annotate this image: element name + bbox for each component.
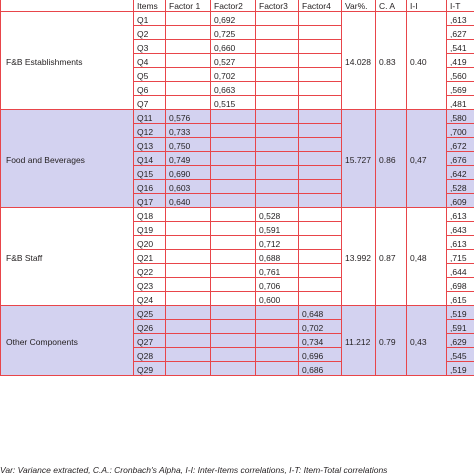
factor1-cell	[166, 362, 211, 376]
item-total-cell: ,627	[447, 26, 474, 40]
factor2-cell	[211, 208, 256, 222]
factor1-cell	[166, 68, 211, 82]
factor4-cell	[299, 124, 342, 138]
header-factor4: Factor4	[299, 0, 342, 12]
table-row	[1, 306, 474, 320]
var-cell: 14.028	[342, 12, 376, 110]
factor2-cell	[211, 166, 256, 180]
factor3-cell: 0,761	[256, 264, 299, 278]
factor4-cell	[299, 138, 342, 152]
factor1-cell	[166, 320, 211, 334]
factor4-cell	[299, 68, 342, 82]
factor2-cell	[211, 124, 256, 138]
item-cell: Q6	[134, 82, 166, 96]
item-cell: Q1	[134, 12, 166, 26]
factor1-cell	[166, 96, 211, 110]
factor2-cell	[211, 180, 256, 194]
factor4-cell	[299, 166, 342, 180]
item-total-cell: ,672	[447, 138, 474, 152]
ca-cell: 0.79	[376, 306, 407, 376]
factor3-cell: 0,528	[256, 208, 299, 222]
factor4-cell	[299, 236, 342, 250]
factor1-cell: 0,640	[166, 194, 211, 208]
header-it: I-T	[447, 0, 474, 12]
item-total-cell: ,541	[447, 40, 474, 54]
item-total-cell: ,698	[447, 278, 474, 292]
factor2-cell	[211, 264, 256, 278]
item-total-cell: ,613	[447, 208, 474, 222]
item-cell: Q4	[134, 54, 166, 68]
item-total-cell: ,615	[447, 292, 474, 306]
factor1-cell: 0,690	[166, 166, 211, 180]
factor2-cell	[211, 152, 256, 166]
ii-cell: 0,43	[407, 306, 447, 376]
factor3-cell	[256, 194, 299, 208]
ca-cell: 0.83	[376, 12, 407, 110]
factor4-cell	[299, 222, 342, 236]
factor1-cell	[166, 40, 211, 54]
item-cell: Q3	[134, 40, 166, 54]
factor3-cell: 0,712	[256, 236, 299, 250]
header-var: Var%.	[342, 0, 376, 12]
factor2-cell	[211, 110, 256, 124]
item-total-cell: ,591	[447, 320, 474, 334]
factor4-cell	[299, 152, 342, 166]
factor3-cell	[256, 138, 299, 152]
factor2-cell: 0,527	[211, 54, 256, 68]
table-footnote: Var: Variance extracted, C.A.: Cronbach's Alpha, I-I: Inter-Items correlations, I-T: Item-Total correlations	[0, 465, 388, 475]
item-total-cell: ,569	[447, 82, 474, 96]
factor4-cell: 0,734	[299, 334, 342, 348]
factor3-cell	[256, 12, 299, 26]
factor2-cell	[211, 222, 256, 236]
table-row	[1, 12, 474, 26]
factor3-cell: 0,600	[256, 292, 299, 306]
factor1-cell	[166, 348, 211, 362]
item-total-cell: ,613	[447, 12, 474, 26]
item-cell: Q27	[134, 334, 166, 348]
header-factor1: Factor 1	[166, 0, 211, 12]
factor2-cell: 0,663	[211, 82, 256, 96]
factor4-cell: 0,686	[299, 362, 342, 376]
item-cell: Q23	[134, 278, 166, 292]
group-name: F&B Staff	[1, 208, 134, 306]
factor3-cell	[256, 110, 299, 124]
factor2-cell	[211, 320, 256, 334]
table-row	[1, 208, 474, 222]
item-total-cell: ,528	[447, 180, 474, 194]
item-cell: Q16	[134, 180, 166, 194]
item-total-cell: ,643	[447, 222, 474, 236]
item-total-cell: ,609	[447, 194, 474, 208]
factor2-cell	[211, 348, 256, 362]
item-cell: Q5	[134, 68, 166, 82]
factor4-cell	[299, 82, 342, 96]
factor4-cell	[299, 26, 342, 40]
factor1-cell: 0,750	[166, 138, 211, 152]
factor3-cell	[256, 96, 299, 110]
factor3-cell: 0,591	[256, 222, 299, 236]
factor1-cell	[166, 12, 211, 26]
factor1-cell: 0,603	[166, 180, 211, 194]
factor3-cell	[256, 334, 299, 348]
item-cell: Q24	[134, 292, 166, 306]
ca-cell: 0.87	[376, 208, 407, 306]
ii-cell: 0.40	[407, 12, 447, 110]
item-total-cell: ,700	[447, 124, 474, 138]
factor1-cell: 0,576	[166, 110, 211, 124]
item-total-cell: ,580	[447, 110, 474, 124]
group-name: F&B Establishments	[1, 12, 134, 110]
group-name: Other Components	[1, 306, 134, 376]
item-total-cell: ,519	[447, 306, 474, 320]
factor2-cell: 0,702	[211, 68, 256, 82]
item-cell: Q14	[134, 152, 166, 166]
ii-cell: 0,48	[407, 208, 447, 306]
factor4-cell: 0,702	[299, 320, 342, 334]
factor1-cell	[166, 222, 211, 236]
item-total-cell: ,629	[447, 334, 474, 348]
item-total-cell: ,560	[447, 68, 474, 82]
item-total-cell: ,419	[447, 54, 474, 68]
factor2-cell: 0,515	[211, 96, 256, 110]
factor3-cell	[256, 54, 299, 68]
factor4-cell	[299, 208, 342, 222]
factor2-cell	[211, 138, 256, 152]
factor4-cell	[299, 180, 342, 194]
ca-cell: 0.86	[376, 110, 407, 208]
factor4-cell: 0,696	[299, 348, 342, 362]
var-cell: 15.727	[342, 110, 376, 208]
factor4-cell	[299, 264, 342, 278]
factor4-cell	[299, 40, 342, 54]
factor2-cell	[211, 194, 256, 208]
factor3-cell	[256, 68, 299, 82]
factor3-cell	[256, 320, 299, 334]
factor3-cell	[256, 152, 299, 166]
factor1-cell	[166, 82, 211, 96]
item-cell: Q21	[134, 250, 166, 264]
factor2-cell	[211, 250, 256, 264]
factor3-cell	[256, 348, 299, 362]
factor3-cell	[256, 26, 299, 40]
factor3-cell	[256, 180, 299, 194]
factor3-cell	[256, 82, 299, 96]
factor3-cell: 0,706	[256, 278, 299, 292]
var-cell: 11.212	[342, 306, 376, 376]
factor3-cell	[256, 40, 299, 54]
factor1-cell	[166, 264, 211, 278]
ii-cell: 0,47	[407, 110, 447, 208]
item-cell: Q25	[134, 306, 166, 320]
var-cell: 13.992	[342, 208, 376, 306]
header-ca: C. A	[376, 0, 407, 12]
item-cell: Q18	[134, 208, 166, 222]
factor3-cell	[256, 362, 299, 376]
factor1-cell	[166, 54, 211, 68]
factor3-cell	[256, 166, 299, 180]
factor4-cell	[299, 96, 342, 110]
header-ii: I-I	[407, 0, 447, 12]
factor2-cell	[211, 278, 256, 292]
item-total-cell: ,676	[447, 152, 474, 166]
factor1-cell	[166, 250, 211, 264]
factor2-cell: 0,660	[211, 40, 256, 54]
item-cell: Q11	[134, 110, 166, 124]
item-cell: Q19	[134, 222, 166, 236]
item-total-cell: ,613	[447, 236, 474, 250]
header-category	[1, 0, 134, 12]
item-total-cell: ,642	[447, 166, 474, 180]
item-cell: Q2	[134, 26, 166, 40]
factor2-cell: 0,725	[211, 26, 256, 40]
factor4-cell	[299, 194, 342, 208]
factor2-cell	[211, 334, 256, 348]
item-cell: Q26	[134, 320, 166, 334]
factor1-cell	[166, 236, 211, 250]
item-total-cell: ,644	[447, 264, 474, 278]
factor4-cell	[299, 12, 342, 26]
item-cell: Q17	[134, 194, 166, 208]
factor2-cell: 0,692	[211, 12, 256, 26]
item-total-cell: ,481	[447, 96, 474, 110]
factor2-cell	[211, 292, 256, 306]
header-factor2: Factor2	[211, 0, 256, 12]
factor1-cell: 0,749	[166, 152, 211, 166]
item-cell: Q28	[134, 348, 166, 362]
factor2-cell	[211, 236, 256, 250]
factor3-cell	[256, 124, 299, 138]
item-total-cell: ,519	[447, 362, 474, 376]
item-total-cell: ,545	[447, 348, 474, 362]
item-cell: Q29	[134, 362, 166, 376]
factor2-cell	[211, 306, 256, 320]
item-cell: Q7	[134, 96, 166, 110]
header-row	[1, 0, 474, 12]
factor1-cell	[166, 278, 211, 292]
factor4-cell	[299, 292, 342, 306]
header-items: Items	[134, 0, 166, 12]
factor1-cell	[166, 208, 211, 222]
factor1-cell	[166, 26, 211, 40]
item-cell: Q12	[134, 124, 166, 138]
table-row	[1, 110, 474, 124]
factor2-cell	[211, 362, 256, 376]
factor4-cell	[299, 110, 342, 124]
factor1-cell: 0,733	[166, 124, 211, 138]
item-total-cell: ,715	[447, 250, 474, 264]
group-name: Food and Beverages	[1, 110, 134, 208]
factor3-cell: 0,688	[256, 250, 299, 264]
factor4-cell	[299, 54, 342, 68]
item-cell: Q15	[134, 166, 166, 180]
factor4-cell: 0,648	[299, 306, 342, 320]
factor1-cell	[166, 306, 211, 320]
factor4-cell	[299, 278, 342, 292]
header-factor3: Factor3	[256, 0, 299, 12]
table-body	[1, 12, 474, 376]
factor3-cell	[256, 306, 299, 320]
factor4-cell	[299, 250, 342, 264]
item-cell: Q22	[134, 264, 166, 278]
item-cell: Q20	[134, 236, 166, 250]
factor1-cell	[166, 292, 211, 306]
item-cell: Q13	[134, 138, 166, 152]
factor1-cell	[166, 334, 211, 348]
